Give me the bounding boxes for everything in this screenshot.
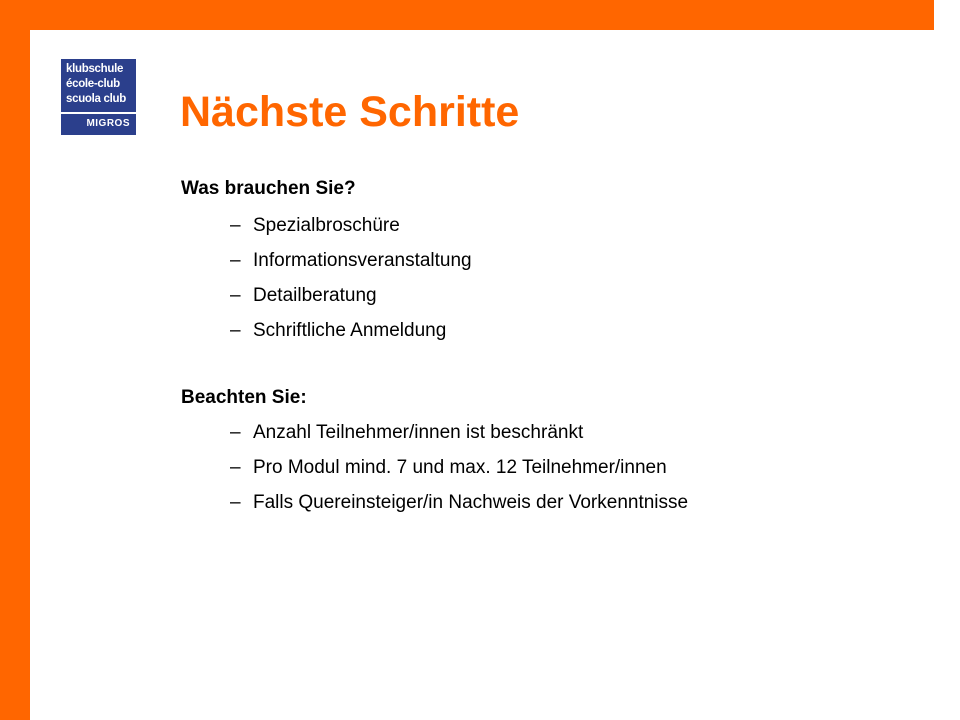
klubschule-logo xyxy=(61,59,136,135)
section-heading-needs: Was brauchen Sie? xyxy=(181,178,356,199)
logo-brand: MIGROS xyxy=(86,118,130,129)
section-heading-notes: Beachten Sie: xyxy=(181,387,307,408)
orange-frame-top xyxy=(0,0,934,30)
list-item xyxy=(230,456,667,480)
logo-divider xyxy=(61,112,136,114)
list-item-text: Detailberatung xyxy=(253,285,377,306)
bullet-dash: – xyxy=(230,320,241,341)
list-item xyxy=(230,319,446,343)
list-item xyxy=(230,491,688,515)
bullet-dash: – xyxy=(230,457,241,478)
list-item xyxy=(230,284,377,308)
slide-title: Nächste Schritte xyxy=(180,88,520,136)
list-item xyxy=(230,249,472,273)
logo-line-2: école-club xyxy=(66,78,120,90)
orange-frame-left xyxy=(0,0,30,720)
bullet-dash: – xyxy=(230,285,241,306)
list-item-text: Schriftliche Anmeldung xyxy=(253,320,447,341)
logo-line-3: scuola club xyxy=(66,93,126,105)
bullet-dash: – xyxy=(230,492,241,513)
list-item-text: Falls Quereinsteiger/in Nachweis der Vorkenntnisse xyxy=(253,492,689,513)
bullet-dash: – xyxy=(230,215,241,236)
list-item xyxy=(230,421,583,445)
logo-line-1: klubschule xyxy=(66,63,124,75)
list-item xyxy=(230,214,400,238)
list-item-text: Anzahl Teilnehmer/innen ist beschränkt xyxy=(253,422,584,443)
list-item-text: Spezialbroschüre xyxy=(253,215,400,236)
bullet-dash: – xyxy=(230,250,241,271)
bullet-dash: – xyxy=(230,422,241,443)
list-item-text: Informationsveranstaltung xyxy=(253,250,472,271)
list-item-text: Pro Modul mind. 7 und max. 12 Teilnehmer/innen xyxy=(253,457,667,478)
